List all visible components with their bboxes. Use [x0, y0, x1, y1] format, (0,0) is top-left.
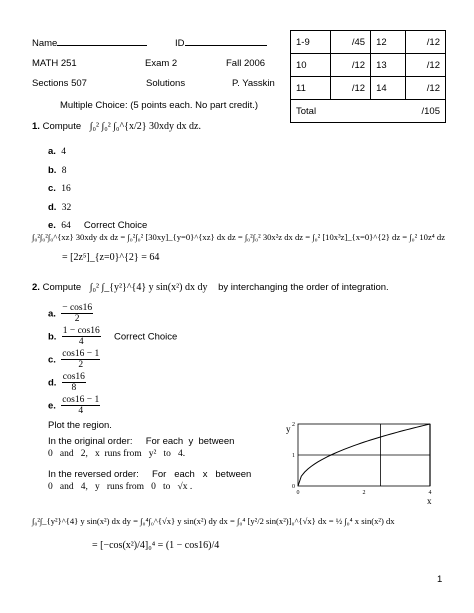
q2-integral: ∫₀² ∫_{y²}^{4} y sin(x²) dx dy — [89, 282, 208, 293]
q2-work-line1: ∫₀²∫_{y²}^{4} y sin(x²) dx dy = ∫₀⁴∫₀^{√x} y sin(x²) dy dx = ∫₀⁴ [y²/2 sin(x²)]₀^{√x} dx = ½ ∫₀⁴ x sin(x²) dx — [32, 516, 395, 526]
q2-prompt-tail: by interchanging the order of integration. — [218, 282, 389, 293]
instructor: P. Yasskin — [232, 78, 275, 89]
choice: d. $\frac{\cos 16}{8}$ — [48, 372, 85, 394]
choice: d. 32 — [48, 201, 72, 213]
solutions-label: Solutions — [146, 78, 186, 89]
choice: a. 4 — [48, 146, 66, 157]
x-tick-label: 0 — [296, 490, 300, 496]
choice: b. 8 — [48, 164, 67, 176]
q1-prompt — [32, 121, 201, 132]
score-table — [290, 30, 446, 123]
score-cell: /12 — [406, 77, 446, 100]
name-field — [32, 36, 147, 49]
choice-correct: e. 64 Correct Choice — [48, 220, 148, 231]
score-cell: /12 — [406, 31, 446, 54]
x-tick-label: 2 — [362, 490, 366, 496]
q2-choices — [48, 303, 177, 418]
score-row — [291, 77, 446, 100]
score-row — [291, 54, 446, 77]
score-cell: /12 — [406, 54, 446, 77]
term: Fall 2006 — [226, 58, 266, 69]
correct-choice-label: Correct Choice — [83, 220, 148, 231]
score-cell: 10 — [291, 54, 331, 77]
score-cell: 13 — [371, 54, 406, 77]
score-total-row — [291, 100, 446, 123]
original-order-2: 0 and 2, x runs from y² to 4. — [48, 449, 186, 459]
y-tick-label: 2 — [292, 422, 295, 428]
name-label: Name — [32, 38, 58, 49]
score-cell: 1-9 — [291, 31, 331, 54]
choice: e. $\frac{\cos 16 - 1}{4}$ — [48, 395, 100, 417]
y-axis-label: y — [286, 424, 291, 434]
total-value: /105 — [371, 100, 446, 123]
y-tick-label: 0 — [292, 484, 295, 490]
q1-choices — [48, 143, 147, 236]
reversed-order-2: 0 and 4, y runs from 0 to √x . — [48, 482, 193, 492]
correct-choice-label: Correct Choice — [113, 331, 178, 343]
score-row — [291, 31, 446, 54]
score-cell: 11 — [291, 77, 331, 100]
exam: Exam 2 — [145, 58, 178, 69]
q1-prompt-text: Compute — [42, 121, 82, 132]
score-cell: /12 — [331, 77, 371, 100]
instructions: Multiple Choice: (5 points each. No part credit.) — [60, 100, 259, 111]
score-cell: 14 — [371, 77, 406, 100]
y-tick-label: 1 — [292, 453, 295, 459]
q1-work-line1: ∫₀²∫₀²∫₀^{xz} 30xdy dx dz = ∫₀²∫₀² [30xy]_{y=0}^{xz} dx dz = ∫₀²∫₀² 30x²z dx dz = ∫₀² [10x³z]_{x=0}^{2} dz = ∫₀² 10z⁴ dz — [32, 232, 446, 242]
course: MATH 251 — [32, 58, 77, 69]
id-field — [175, 36, 267, 49]
q2-prompt-text: Compute — [42, 282, 82, 293]
region-plot — [282, 412, 442, 508]
choice: a. $\frac{- \cos 16}{2}$ — [48, 303, 93, 325]
score-cell: /45 — [331, 31, 371, 54]
q1-work-line2: = [2z⁵]_{z=0}^{2} = 64 — [62, 252, 160, 263]
sections: Sections 507 — [32, 78, 87, 89]
x-axis-label: x — [427, 496, 432, 506]
choice: c. 16 — [48, 183, 71, 194]
q2-number: 2. — [32, 282, 40, 293]
q1-integral: ∫₀² ∫₀² ∫₀^{x/2} 30xdy dx dz. — [89, 121, 201, 132]
score-cell: /12 — [331, 54, 371, 77]
x-tick-label: 4 — [428, 490, 432, 496]
plot-instruction: Plot the region. — [48, 420, 112, 431]
score-cell: 12 — [371, 31, 406, 54]
page-number: 1 — [437, 574, 443, 585]
choice-correct: b. $\frac{1 - \cos 16}{4}$ Correct Choice — [48, 326, 178, 348]
reversed-order-1: In the reversed order: For each x between — [48, 469, 252, 480]
total-label: Total — [291, 100, 371, 123]
q1-number: 1. — [32, 121, 40, 132]
original-order-1: In the original order: For each y between — [48, 436, 235, 447]
id-label: ID — [175, 38, 185, 49]
choice: c. $\frac{\cos 16 - 1}{2}$ — [48, 349, 100, 371]
q2-prompt — [32, 282, 389, 293]
q2-work-line2: = [−cos(x²)/4]₀⁴ = (1 − cos16)/4 — [92, 540, 220, 551]
